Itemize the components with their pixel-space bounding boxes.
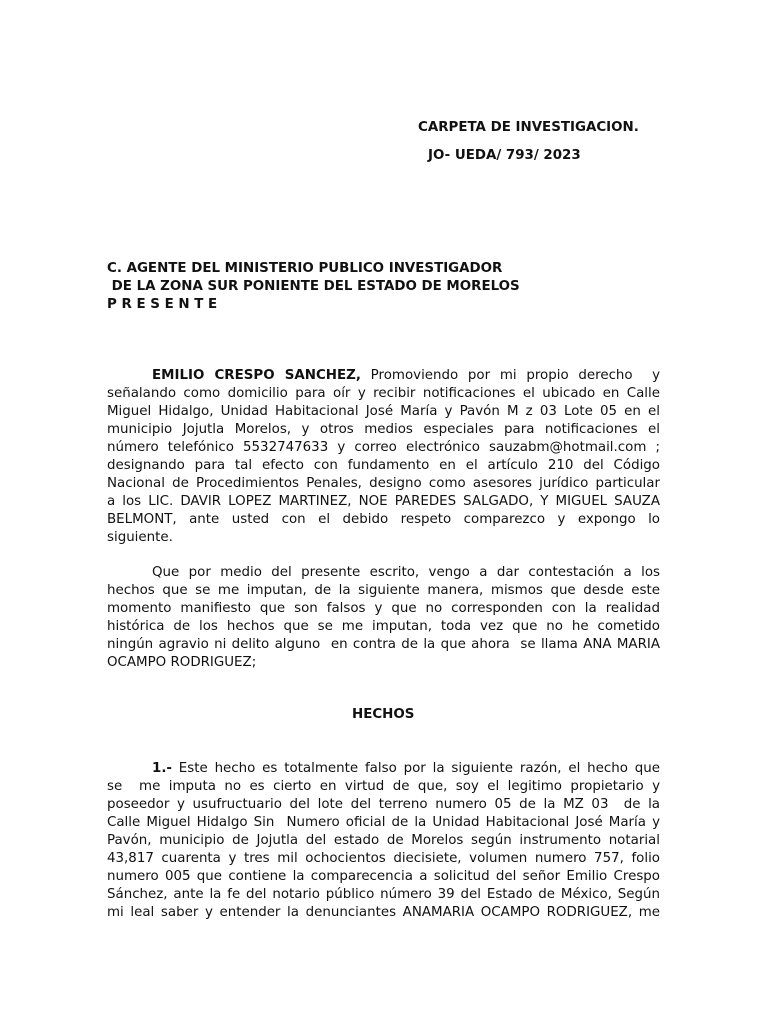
case-folder-title: CARPETA DE INVESTIGACION. <box>418 120 639 135</box>
paragraph-line: numero 005 que contiene la comparecencia a solicitud del señor Emilio Crespo <box>107 869 660 884</box>
paragraph-line: OCAMPO RODRIGUEZ; <box>107 655 257 670</box>
paragraph-line: a los LIC. DAVIR LOPEZ MARTINEZ, NOE PAREDES SALGADO, Y MIGUEL SAUZA <box>107 494 660 509</box>
addressee-line: C. AGENTE DEL MINISTERIO PUBLICO INVESTIGADOR <box>107 261 503 276</box>
paragraph-line: Nacional de Procedimientos Penales, designo como asesores jurídico particular <box>107 476 660 491</box>
paragraph-line: mi leal saber y entender la denunciantes ANAMARIA OCAMPO RODRIGUEZ, me <box>107 905 660 920</box>
fact-number: 1.- <box>152 761 172 776</box>
paragraph-introduction <box>107 367 660 547</box>
paragraph-line: EMILIO CRESPO SANCHEZ, Promoviendo por mi propio derecho y <box>152 368 660 383</box>
paragraph-line: se me imputa no es cierto en virtud de que, soy el legitimo propietario y <box>107 779 660 794</box>
paragraph-line: 43,817 cuarenta y tres mil ochocientos diecisiete, volumen numero 757, folio <box>107 851 660 866</box>
paragraph-line: Sánchez, ante la fe del notario público número 39 del Estado de México, Según <box>107 887 660 902</box>
paragraph-line: siguiente. <box>107 530 173 545</box>
paragraph-line: designando para tal efecto con fundamento en el artículo 210 del Código <box>107 458 660 473</box>
paragraph-line: Calle Miguel Hidalgo Sin Numero oficial de la Unidad Habitacional José María y <box>107 815 660 830</box>
promovente-name: EMILIO CRESPO SANCHEZ, <box>152 368 361 383</box>
paragraph-line: Miguel Hidalgo, Unidad Habitacional José María y Pavón M z 03 Lote 05 en el <box>107 404 660 419</box>
paragraph-line: Que por medio del presente escrito, vengo a dar contestación a los <box>152 565 660 580</box>
addressee-block <box>107 260 520 314</box>
paragraph-line: Pavón, municipio de Jojutla del estado de Morelos según instrumento notarial <box>107 833 660 848</box>
addressee-line: DE LA ZONA SUR PONIENTE DEL ESTADO DE MORELOS <box>107 279 520 294</box>
paragraph-line: histórica de los hechos que se me imputan, toda vez que no he cometido <box>107 619 660 634</box>
paragraph-contestation <box>107 564 660 672</box>
paragraph-line: 1.- Este hecho es totalmente falso por la siguiente razón, el hecho que <box>152 761 660 776</box>
paragraph-line: señalando como domicilio para oír y recibir notificaciones el ubicado en Calle <box>107 386 660 401</box>
paragraph-line: hechos que se me imputan, de la siguiente manera, mismos que desde este <box>107 583 660 598</box>
case-folder-number: JO- UEDA/ 793/ 2023 <box>428 148 581 163</box>
paragraph-line: municipio Jojutla Morelos, y otros medios especiales para notificaciones el <box>107 422 660 437</box>
paragraph-line: BELMONT, ante usted con el debido respeto comparezco y expongo lo <box>107 512 660 527</box>
section-title: HECHOS <box>352 707 415 722</box>
paragraph-line: poseedor y usufructuario del lote del terreno numero 05 de la MZ 03 de la <box>107 797 660 812</box>
paragraph-line: momento manifiesto que son falsos y que no corresponden con la realidad <box>107 601 660 616</box>
addressee-line: P R E S E N T E <box>107 297 218 312</box>
paragraph-line: ningún agravio ni delito alguno en contra de la que ahora se llama ANA MARIA <box>107 637 660 652</box>
paragraph-line: número telefónico 5532747633 y correo electrónico sauzabm@hotmail.com ; <box>107 440 660 455</box>
paragraph-fact-1 <box>107 760 660 922</box>
